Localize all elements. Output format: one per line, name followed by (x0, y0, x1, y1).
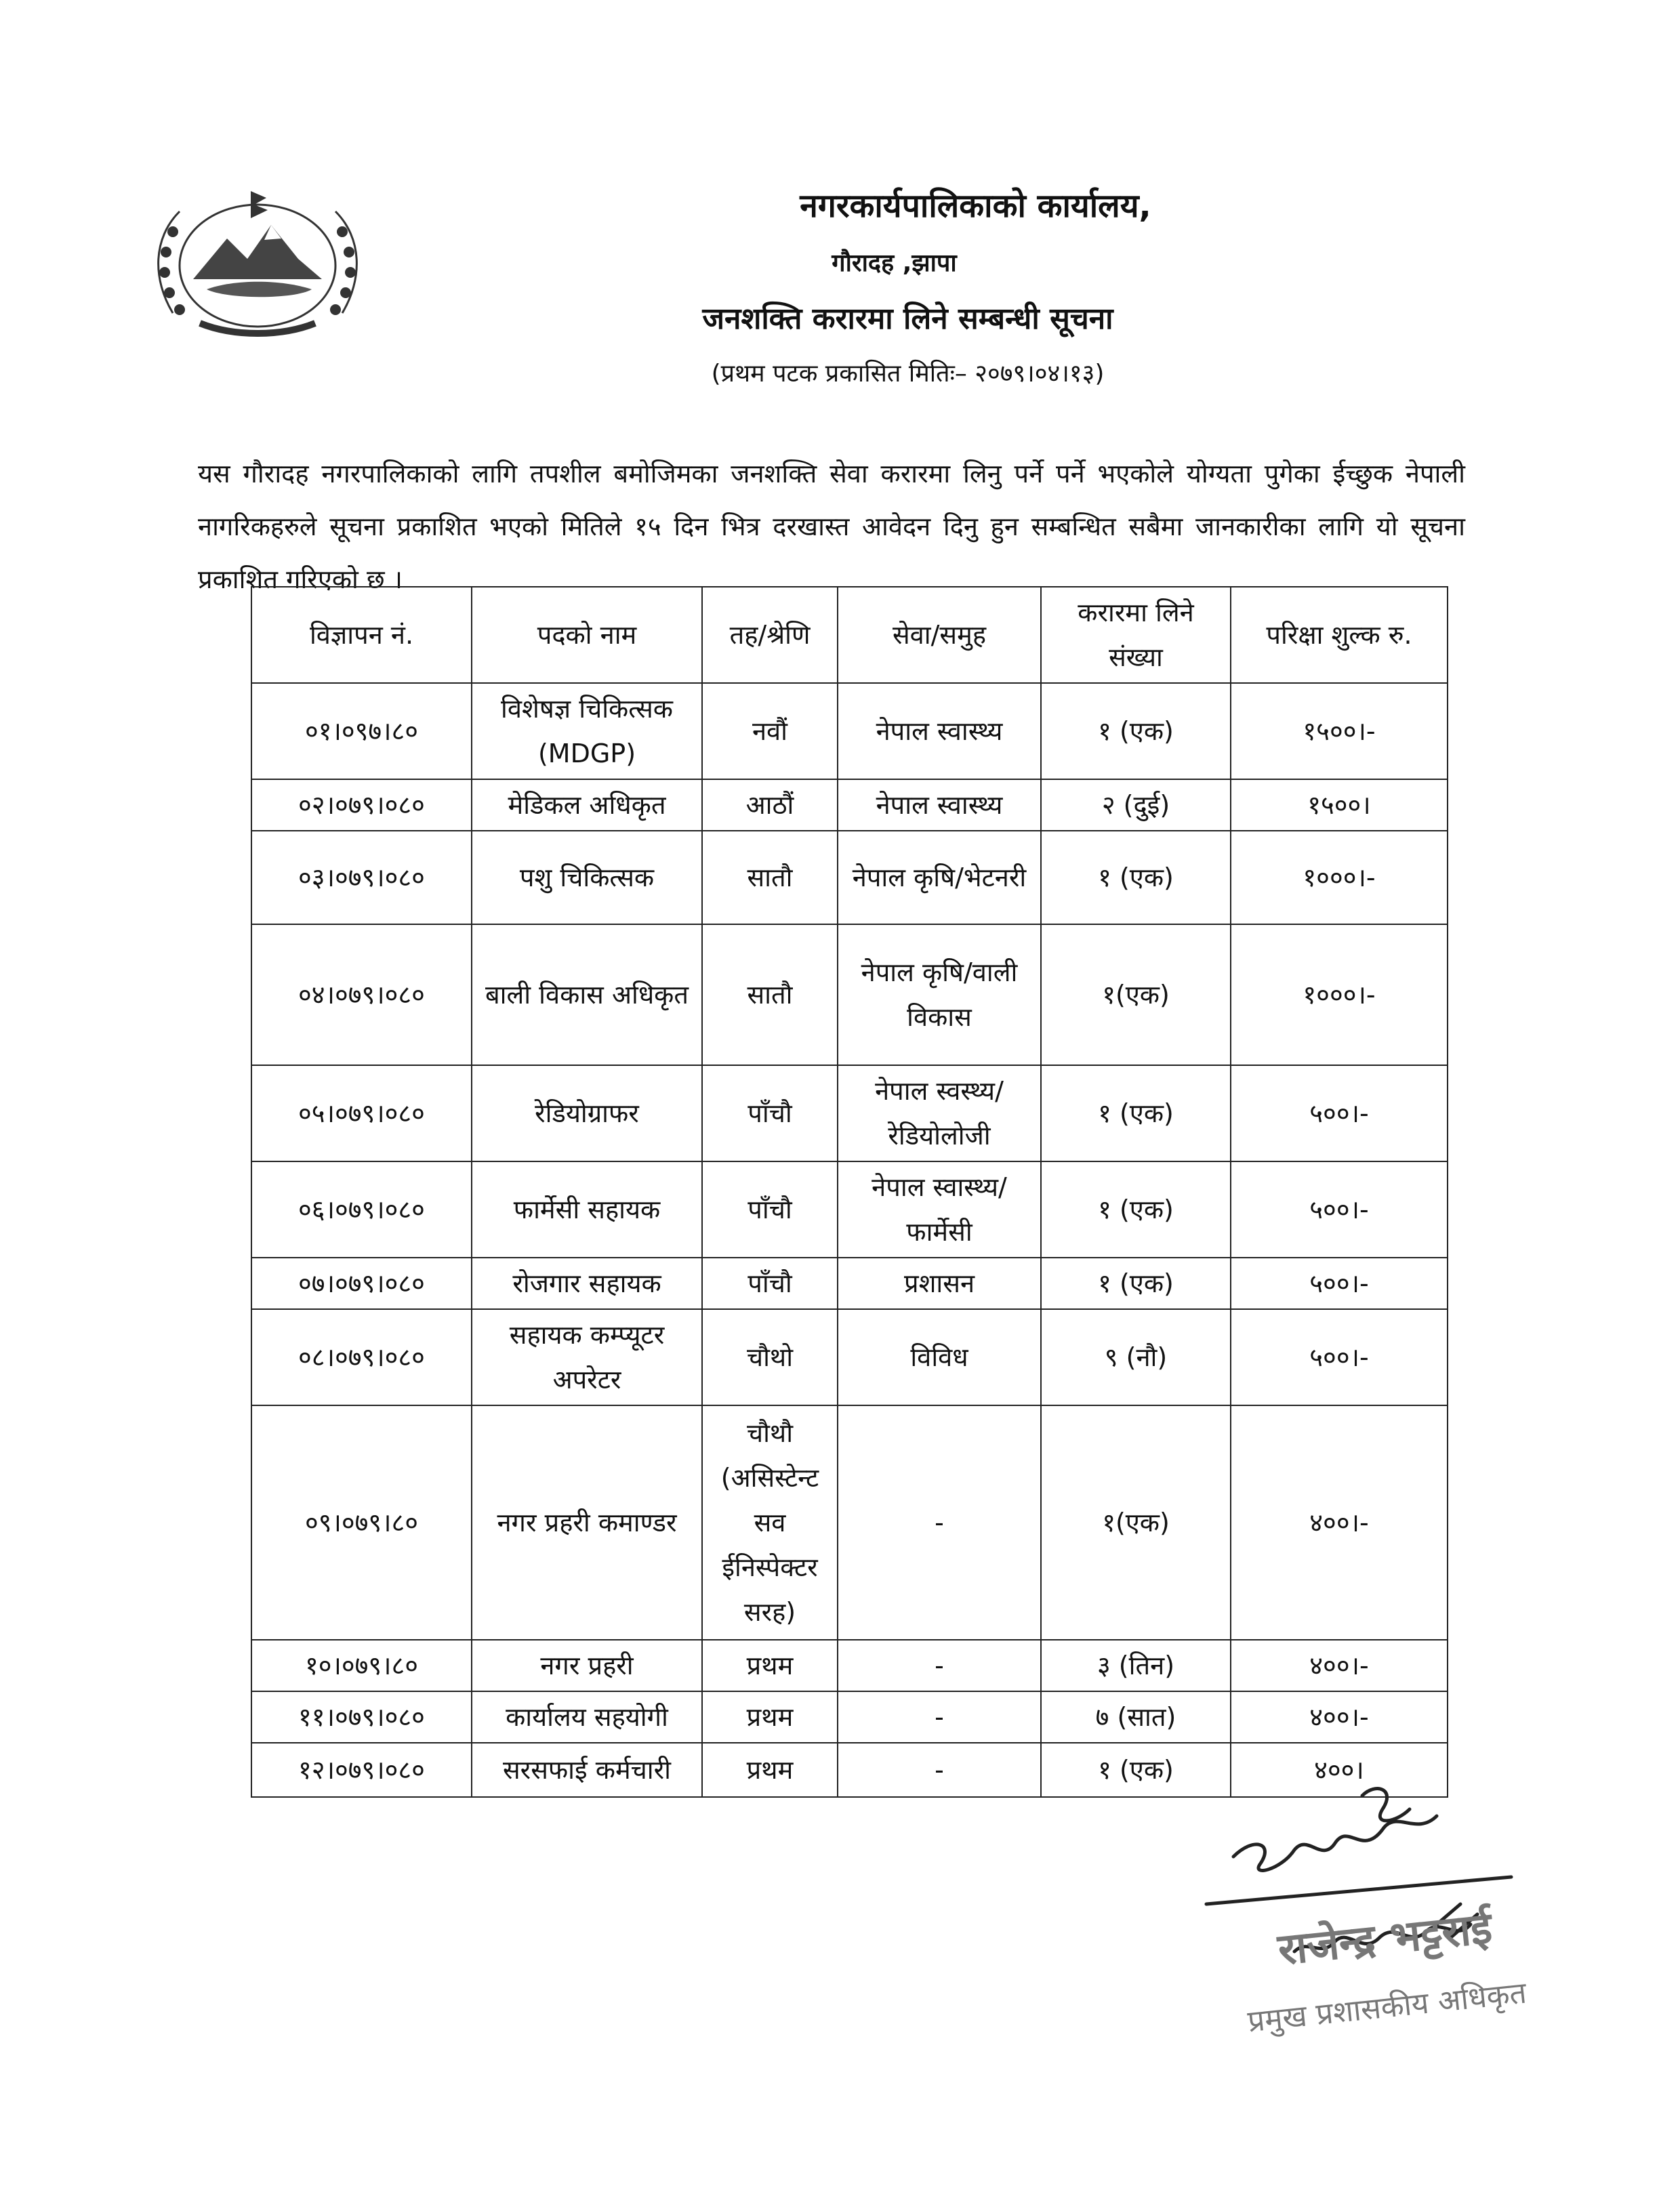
cell-level: प्रथम (702, 1691, 838, 1743)
cell-count: १ (एक) (1041, 683, 1231, 779)
cell-ad-number: १२।०७९।०८० (251, 1743, 472, 1797)
cell-count: ९ (नौ) (1041, 1309, 1231, 1405)
table-row (251, 831, 1448, 924)
cell-ad-number: ०९।०७९।८० (251, 1405, 472, 1640)
table-row (251, 683, 1448, 779)
intro-paragraph: यस गौरादह नगरपालिकाको लागि तपशील बमोजिमका जनशक्ति सेवा करारमा लिनु पर्ने पर्ने भएकोले योग्यता पुगेका ईच्छुक नेपाली नागरिकहरुले सूचना प्रकाशित भएको मितिले १५ दिन भित्र दरखास्त आवेदन दिनु हुन सम्बन्धित सबैमा जानकारीका लागि यो सूचना प्रकाशित गरिएको छ । (198, 459, 1465, 594)
cell-post-name: कार्यालय सहयोगी (472, 1691, 702, 1743)
cell-service-group: - (838, 1405, 1041, 1640)
cell-exam-fee: १५००।- (1231, 683, 1448, 779)
cell-count: १ (एक) (1041, 1161, 1231, 1258)
cell-level: पाँचौ (702, 1161, 838, 1258)
cell-ad-number: ०५।०७९।०८० (251, 1065, 472, 1161)
cell-level: प्रथम (702, 1743, 838, 1797)
cell-post-name: बाली विकास अधिकृत (472, 924, 702, 1065)
cell-count: ७ (सात) (1041, 1691, 1231, 1743)
cell-post-name: विशेषज्ञ चिकित्सक (MDGP) (472, 683, 702, 779)
officer-name-stamp: राजेन्द्र भट्टराई (1275, 1902, 1495, 1976)
cell-level: पाँचौ (702, 1258, 838, 1309)
cell-exam-fee: ५००।- (1231, 1309, 1448, 1405)
cell-level: प्रथम (702, 1640, 838, 1691)
cell-ad-number: ०१।०९७।८० (251, 683, 472, 779)
cell-exam-fee: ४००।- (1231, 1640, 1448, 1691)
table-row (251, 1258, 1448, 1309)
cell-exam-fee: ५००।- (1231, 1161, 1448, 1258)
cell-service-group: नेपाल कृषि/भेटनरी (838, 831, 1041, 924)
cell-exam-fee: ५००।- (1231, 1258, 1448, 1309)
cell-exam-fee: १५००। (1231, 779, 1448, 831)
cell-level: नवौं (702, 683, 838, 779)
notice-title: जनशक्ति करारमा लिने सम्बन्धी सूचना (702, 302, 1113, 336)
cell-service-group: - (838, 1640, 1041, 1691)
cell-service-group: नेपाल स्वस्थ्य/ रेडियोलोजी (838, 1065, 1041, 1161)
cell-count: १(एक) (1041, 1405, 1231, 1640)
cell-service-group: नेपाल स्वास्थ्य (838, 779, 1041, 831)
header-exam-fee: परिक्षा शुल्क रु. (1231, 587, 1448, 683)
table-row (251, 779, 1448, 831)
cell-post-name: मेडिकल अधिकृत (472, 779, 702, 831)
vacancy-table (251, 586, 1448, 1798)
header-service-group: सेवा/समुह (838, 587, 1041, 683)
cell-post-name: सरसफाई कर्मचारी (472, 1743, 702, 1797)
officer-title-stamp: प्रमुख प्रशासकीय अधिकृत (1246, 1975, 1528, 2040)
office-title: नगरकार्यपालिकाको कार्यालय, (800, 187, 1151, 225)
cell-ad-number: ०३।०७९।०८० (251, 831, 472, 924)
table-row (251, 924, 1448, 1065)
cell-service-group: नेपाल स्वास्थ्य (838, 683, 1041, 779)
table-row (251, 1309, 1448, 1405)
cell-post-name: नगर प्रहरी (472, 1640, 702, 1691)
cell-count: १ (एक) (1041, 1743, 1231, 1797)
cell-level: चौथौ (असिस्टेन्ट सव ईनिस्पेक्टर सरह) (702, 1405, 838, 1640)
cell-exam-fee: ४००। (1231, 1743, 1448, 1797)
table-row (251, 1640, 1448, 1691)
cell-ad-number: ०६।०७९।०८० (251, 1161, 472, 1258)
cell-exam-fee: ५००।- (1231, 1065, 1448, 1161)
cell-level: सातौ (702, 831, 838, 924)
table-row (251, 1161, 1448, 1258)
cell-service-group: नेपाल कृषि/वाली विकास (838, 924, 1041, 1065)
cell-count: ३ (तिन) (1041, 1640, 1231, 1691)
cell-service-group: नेपाल स्वास्थ्य/फार्मेसी (838, 1161, 1041, 1258)
table-row (251, 1405, 1448, 1640)
cell-ad-number: ०२।०७९।०८० (251, 779, 472, 831)
cell-service-group: - (838, 1743, 1041, 1797)
cell-level: सातौ (702, 924, 838, 1065)
header-level: तह/श्रेणि (702, 587, 838, 683)
header-count: करारमा लिने संख्या (1041, 587, 1231, 683)
cell-level: आठौं (702, 779, 838, 831)
cell-ad-number: ११।०७९।०८० (251, 1691, 472, 1743)
cell-count: २ (दुई) (1041, 779, 1231, 831)
cell-level: पाँचौ (702, 1065, 838, 1161)
cell-count: १ (एक) (1041, 1258, 1231, 1309)
cell-post-name: रोजगार सहायक (472, 1258, 702, 1309)
cell-exam-fee: १०००।- (1231, 924, 1448, 1065)
cell-ad-number: १०।०७९।८० (251, 1640, 472, 1691)
cell-level: चौथो (702, 1309, 838, 1405)
header-post-name: पदको नाम (472, 587, 702, 683)
table-header-row (251, 587, 1448, 683)
header-ad-number: विज्ञापन नं. (251, 587, 472, 683)
cell-ad-number: ०७।०७९।०८० (251, 1258, 472, 1309)
cell-ad-number: ०४।०७९।०८० (251, 924, 472, 1065)
cell-post-name: रेडियोग्राफर (472, 1065, 702, 1161)
cell-service-group: प्रशासन (838, 1258, 1041, 1309)
cell-exam-fee: १०००।- (1231, 831, 1448, 924)
cell-post-name: सहायक कम्प्यूटर अपरेटर (472, 1309, 702, 1405)
cell-count: १(एक) (1041, 924, 1231, 1065)
cell-service-group: विविध (838, 1309, 1041, 1405)
cell-service-group: - (838, 1691, 1041, 1743)
cell-post-name: नगर प्रहरी कमाण्डर (472, 1405, 702, 1640)
table-row (251, 1065, 1448, 1161)
cell-ad-number: ०८।०७९।०८० (251, 1309, 472, 1405)
cell-exam-fee: ४००।- (1231, 1405, 1448, 1640)
cell-count: १ (एक) (1041, 831, 1231, 924)
table-row (251, 1691, 1448, 1743)
cell-count: १ (एक) (1041, 1065, 1231, 1161)
cell-post-name: फार्मेसी सहायक (472, 1161, 702, 1258)
cell-post-name: पशु चिकित्सक (472, 831, 702, 924)
publish-date: (प्रथम पटक प्रकासित मितिः– २०७९।०४।१३) (711, 360, 1105, 388)
cell-exam-fee: ४००।- (1231, 1691, 1448, 1743)
office-location: गौरादह ,झापा (832, 249, 957, 277)
